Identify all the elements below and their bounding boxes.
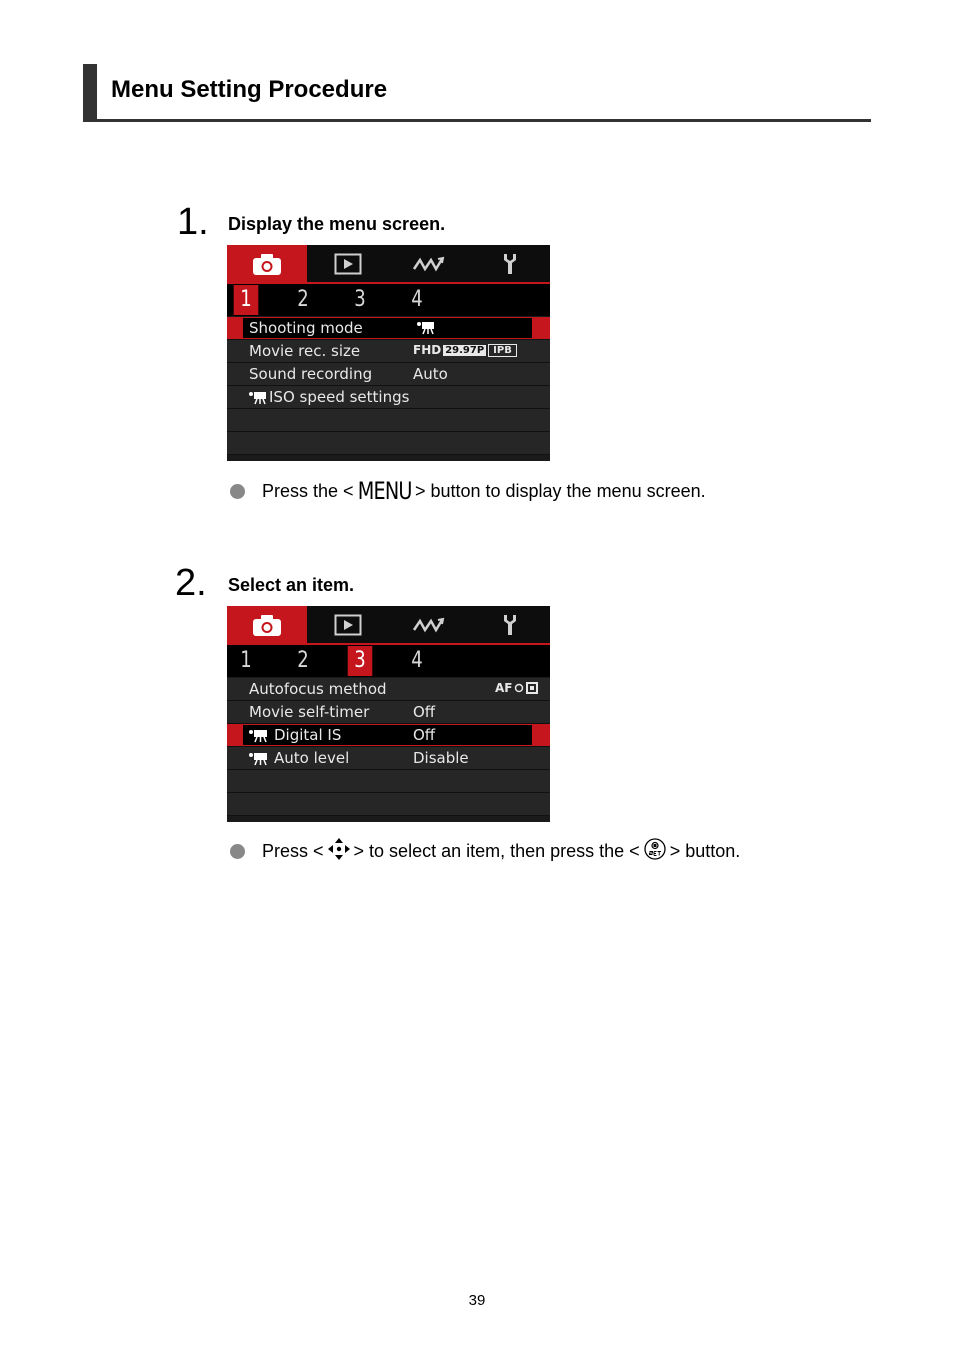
menu-row-movie-self-timer[interactable] [227,701,550,724]
heading-accent-bar [83,64,97,119]
menu-row-digital-is[interactable] [227,724,550,747]
menu-row-value: Auto [413,365,448,383]
wireless-icon [412,616,446,634]
subtab-2[interactable]: 2 [297,648,309,673]
menu-row-sound-recording[interactable] [227,363,550,386]
subtab-3[interactable]: 3 [348,646,373,676]
menu-row-movie-rec-size[interactable] [227,340,550,363]
wrench-icon [500,252,520,276]
subtab-4[interactable]: 4 [411,648,423,673]
step-2-number: 2. [175,562,207,604]
movie-camera-icon [249,751,269,770]
af-method-value [495,681,538,695]
instruction-text-after: > button to display the menu screen. [414,480,706,501]
tab-wireless[interactable] [389,245,469,282]
page-number: 39 [468,1292,486,1309]
tab-setup[interactable] [470,245,550,282]
menu-row-value: Off [413,703,436,721]
step-1-title: Display the menu screen. [228,214,446,234]
movie-camera-icon [417,320,435,339]
menu-row-label: Sound recording [249,365,373,383]
cross-keys-icon [328,838,350,865]
menu-row-label: ISO speed settings [269,388,410,406]
rec-size-value [413,343,517,357]
menu-row-value: Disable [413,749,469,767]
instruction-text-before: Press the < [262,480,354,501]
face-tracking-icon [514,682,538,694]
step-1-number: 1. [177,201,209,243]
bullet-icon [230,844,245,859]
subtab-4[interactable]: 4 [411,287,423,312]
sub-tabs [227,645,550,677]
main-tabs [227,606,550,645]
menu-row-auto-level[interactable] [227,747,550,770]
af-label: AF [495,681,513,695]
playback-icon [334,614,362,636]
instruction-text-before: Press < [262,841,324,861]
tab-shooting[interactable] [227,606,307,643]
main-tabs [227,245,550,284]
rec-size-fps: 29.97P [445,344,485,356]
wrench-icon [500,613,520,637]
menu-row-iso-speed[interactable] [227,386,550,409]
menu-row-label: Movie rec. size [249,342,361,360]
sub-tabs [227,284,550,316]
subtab-1[interactable]: 1 [240,648,252,673]
tab-setup[interactable] [470,606,550,643]
menu-row-label: Autofocus method [249,680,387,698]
movie-camera-icon [249,390,267,409]
menu-row-shooting-mode[interactable] [227,317,550,340]
movie-camera-icon [249,728,269,747]
menu-row-label: Movie self-timer [249,703,370,721]
menu-row-empty [227,409,550,432]
step-2-title: Select an item. [228,575,355,595]
subtab-1[interactable]: 1 [234,285,259,315]
subtab-2[interactable]: 2 [297,287,309,312]
tab-shooting[interactable] [227,245,307,282]
playback-icon [334,253,362,275]
instruction-text-after: > button. [669,841,741,861]
wireless-icon [412,255,446,273]
menu-row-label: Shooting mode [249,319,363,337]
tab-playback[interactable] [308,245,388,282]
menu-screen-2 [227,606,550,822]
menu-screen-1 [227,245,550,461]
step-1-instruction [230,477,706,505]
camera-icon [251,252,283,276]
subtab-3[interactable]: 3 [354,287,366,312]
menu-row-label: Digital IS [274,726,342,744]
rec-size-compression: IPB [488,344,517,357]
tab-playback[interactable] [308,606,388,643]
instruction-text-middle: > to select an item, then press the < [353,841,640,861]
step-2-instruction [230,838,740,865]
menu-row-autofocus-method[interactable] [227,678,550,701]
section-heading [83,64,871,122]
bullet-icon [230,484,245,499]
set-button-icon [644,838,666,865]
rec-size-prefix: FHD [413,343,442,357]
menu-button-label: MENU [357,477,412,505]
menu-row-empty [227,432,550,455]
camera-icon [251,613,283,637]
menu-row-value: Off [413,726,436,744]
menu-row-label: Auto level [274,749,350,767]
menu-row-empty [227,793,550,816]
section-title: Menu Setting Procedure [111,76,388,103]
tab-wireless[interactable] [389,606,469,643]
menu-row-empty [227,770,550,793]
